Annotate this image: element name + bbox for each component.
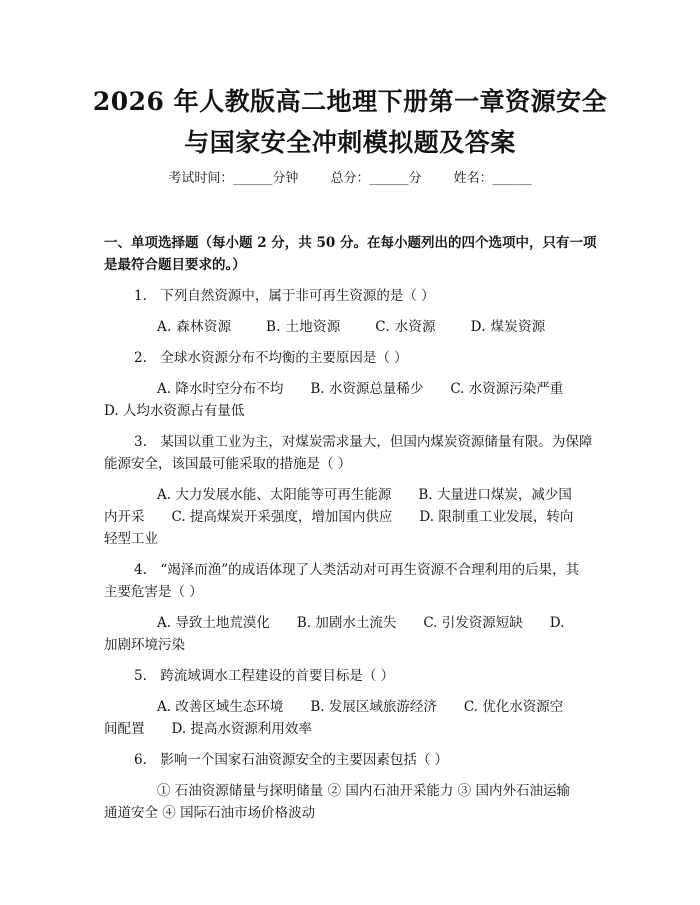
section-heading-line-1: 一、单项选择题（每小题 2 分，共 50 分。在每小题列出的四个选项中，只有一项 [104, 235, 597, 251]
section-heading-line-2: 是最符合题目要求的。） [104, 257, 246, 273]
question-2-stem: 2. 全球水资源分布不均衡的主要原因是（ ） [134, 350, 408, 366]
document-title-line-1: 2026 年人教版高二地理下册第一章资源安全 [92, 87, 608, 116]
question-4-options-line-2: 加剧环境污染 [104, 637, 185, 653]
question-1-option-b: B. 土地资源 [266, 319, 341, 335]
document-title-line-2: 与国家安全冲刺模拟题及答案 [184, 128, 516, 157]
question-4-stem-line-1: 4. “竭泽而渔”的成语体现了人类活动对可再生资源不合理利用的后果，其 [134, 562, 580, 578]
question-2-options-line-1: A. 降水时空分布不均 B. 水资源总量稀少 C. 水资源污染严重 [157, 381, 564, 397]
question-1-option-d: D. 煤炭资源 [470, 319, 546, 335]
question-1-options [157, 315, 576, 335]
question-3-options-line-2: 内开采 C. 提高煤炭开采强度，增加国内供应 D. 限制重工业发展，转向 [104, 509, 574, 525]
question-6-options-line-1: ① 石油资源储量与探明储量 ② 国内石油开采能力 ③ 国内外石油运输 [157, 783, 570, 799]
question-5-options-line-1: A. 改善区域生态环境 B. 发展区域旅游经济 C. 优化水资源空 [157, 699, 564, 715]
exam-meta [0, 167, 700, 186]
question-1-option-c: C. 水资源 [375, 319, 436, 335]
question-3-options-line-1: A. 大力发展水能、太阳能等可再生能源 B. 大量进口煤炭，减少国 [157, 487, 572, 503]
question-6-options-line-2: 通道安全 ④ 国际石油市场价格波动 [104, 805, 316, 821]
question-4-stem-line-2: 主要危害是（ ） [104, 584, 203, 600]
question-4-options-line-1: A. 导致土地荒漠化 B. 加剧水土流失 C. 引发资源短缺 D. [157, 615, 565, 631]
question-5-options-line-2: 间配置 D. 提高水资源利用效率 [104, 721, 312, 737]
student-name-field: 姓名：______ [453, 171, 532, 186]
question-3-stem-line-1: 3. 某国以重工业为主，对煤炭需求量大，但国内煤炭资源储量有限。为保障 [134, 434, 593, 450]
question-6-stem: 6. 影响一个国家石油资源安全的主要因素包括（ ） [134, 752, 449, 768]
total-score-field: 总分：______分 [330, 171, 422, 186]
question-5-stem: 5. 跨流域调水工程建设的首要目标是（ ） [134, 668, 395, 684]
question-1-option-a: A. 森林资源 [157, 319, 232, 335]
exam-time-field: 考试时间：______分钟 [168, 171, 299, 186]
question-2-options-line-2: D. 人均水资源占有量低 [104, 403, 245, 419]
question-3-options-line-3: 轻型工业 [104, 531, 158, 547]
question-1-stem: 1. 下列自然资源中，属于非可再生资源的是（ ） [134, 288, 435, 304]
question-3-stem-line-2: 能源安全，该国最可能采取的措施是（ ） [104, 456, 352, 472]
